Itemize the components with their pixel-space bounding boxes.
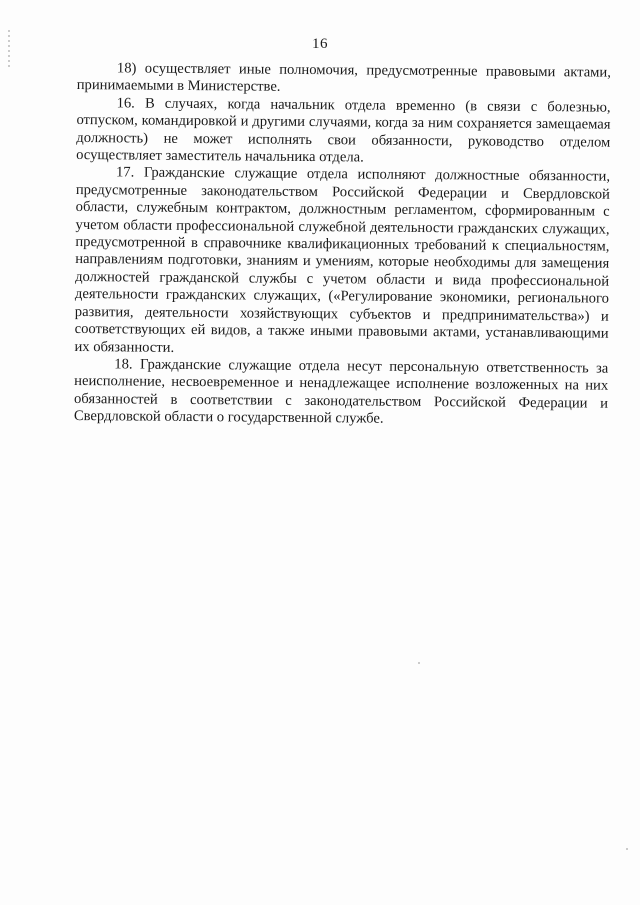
scan-speck [418,662,420,664]
paragraph-16: 16. В случаях, когда начальник отдела временно (в связи с болезнью, отпуском, командировкой и другими случаями, когда за ним сохраняется замещаемая должность) не может исполнять свои обязанности, руководство отделом осуществляет заместитель начальника отдела. [76,95,611,166]
page-number: 16 [312,36,328,52]
paragraph-17: 17. Гражданские служащие отдела исполняют должностные обязанности, предусмотренные законодательством Российской Федерации и Свердловской области, служебным контрактом, должностным регламентом, сформированным с учетом области профессиональной служебной деятельности гражданских служащих, предусмотренной в справочнике квалификационных требований к специальностям, направлениям подготовки, знаниям и умениям, которые необходимы для замещения должностей гражданской службы с учетом области и вида профессиональной деятельности гражданских служащих, («Регулирование экономики, регионального развития, деятельности хозяйствующих субъектов и предпринимательства») и соответствующих ей видов, а также иными правовыми актами, устанавливающими их обязанности. [74,164,611,356]
document-body [74,60,611,430]
paragraph-18: 18. Гражданские служащие отдела несут персональную ответственность за неисполнение, несвоевременное и ненадлежащее исполнение возложенных на них обязанностей в соответствии с законодательством Российской Федерации и Свердловской области о государственной службе. [73,356,609,427]
paragraph-item-18: 18) осуществляет иные полномочия, предусмотренные правовыми актами, принимаемыми в Министерстве. [76,60,611,96]
scan-speck [626,848,628,850]
